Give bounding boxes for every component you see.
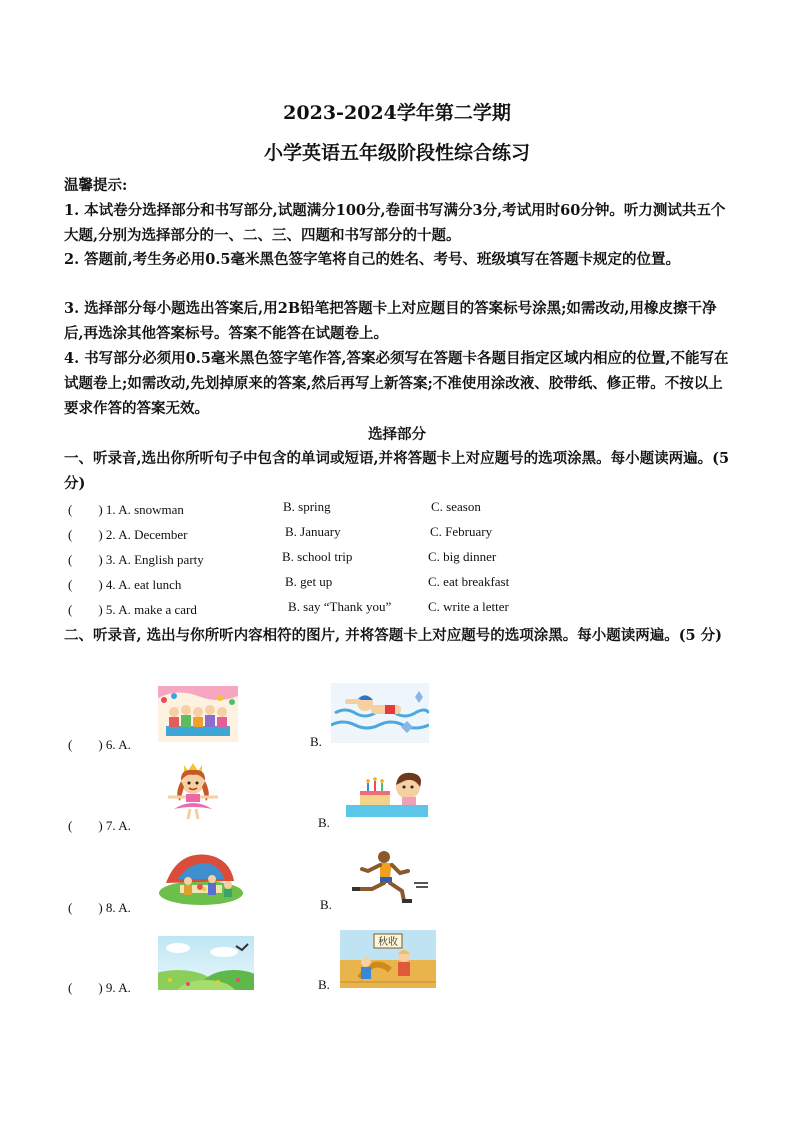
exam-title-year: 2023-2024学年第二学期 [283, 102, 511, 124]
picture-6a-class-party [158, 686, 238, 742]
question-8-label: ( ) 8. A. [68, 900, 131, 915]
question-6-option-b: B. [310, 734, 322, 749]
section-title: 选择部分 [368, 426, 426, 443]
question-option-a: ( ) 1. A. snowman [68, 502, 184, 517]
question-option-c: C. season [431, 499, 481, 514]
tip-item-1: 1. 本试卷分选择部分和书写部分,试题满分100分,卷面书写满分3分,考试用时60分钟。听力测试共五个大题,分别为选择部分的一、二、三、四题和书写部分的十题。 [64, 202, 726, 244]
question-option-b: B. school trip [282, 549, 353, 564]
picture-6b-swimming [331, 683, 429, 743]
question-option-b: B. say “Thank you” [288, 599, 392, 614]
question-option-a: ( ) 4. A. eat lunch [68, 577, 182, 592]
question-option-c: C. write a letter [428, 599, 509, 614]
harvest-sign-text: 秋收 [378, 937, 398, 948]
tip-item-2: 2. 答题前,考生务必用0.5毫米黑色签字笔将自己的姓名、考号、班级填写在答题卡规定的位置。 [64, 251, 680, 268]
question-9-label: ( ) 9. A. [68, 980, 131, 995]
question-row [68, 599, 728, 624]
picture-9b-autumn-harvest [340, 930, 436, 988]
tip-item-4: 4. 书写部分必须用0.5毫米黑色签字笔作答,答案必须写在答题卡各题目指定区域内相应的位置,不能写在试题卷上;如需改动,先划掉原来的答案,然后再写上新答案;不准使用涂改液、胶带纸、修正带。不按以上要求作答的答案无效。 [64, 350, 729, 417]
part2-instruction: 二、听录音, 选出与你所听内容相符的图片, 并将答题卡上对应题号的选项涂黑。每小题读两遍。(5 分) [64, 627, 723, 644]
exam-title-name: 小学英语五年级阶段性综合练习 [263, 142, 530, 164]
picture-8b-running-man [344, 849, 430, 905]
question-9-option-b: B. [318, 977, 330, 992]
question-option-c: C. eat breakfast [428, 574, 510, 589]
question-option-c: C. February [430, 524, 493, 539]
picture-7a-dancing-girl [160, 761, 226, 821]
picture-8a-picnic [158, 849, 244, 905]
question-row [68, 499, 728, 524]
question-7-label: ( ) 7. A. [68, 818, 131, 833]
tips-heading: 温馨提示: [64, 177, 128, 194]
question-option-b: B. get up [285, 574, 333, 589]
part1-instruction: 一、听录音,选出你所听句子中包含的单词或短语,并将答题卡上对应题号的选项涂黑。每小题读两遍。(5分) [64, 450, 730, 492]
question-option-b: B. January [285, 524, 341, 539]
picture-9a-spring-scene [158, 936, 254, 990]
question-7-option-b: B. [318, 815, 330, 830]
question-option-c: C. big dinner [428, 549, 497, 564]
question-row [68, 524, 728, 549]
question-row [68, 549, 728, 574]
picture-7b-birthday-cake [342, 767, 432, 821]
question-8-option-b: B. [320, 897, 332, 912]
question-option-a: ( ) 5. A. make a card [68, 602, 197, 617]
tip-item-3: 3. 选择部分每小题选出答案后,用2B铅笔把答题卡上对应题目的答案标号涂黑;如需改动,用橡皮擦干净后,再选涂其他答案标号。答案不能答在试题卷上。 [64, 300, 717, 342]
question-row [68, 574, 728, 599]
question-option-a: ( ) 3. A. English party [68, 552, 204, 567]
question-option-a: ( ) 2. A. December [68, 527, 188, 542]
question-option-b: B. spring [283, 499, 331, 514]
question-6-label: ( ) 6. A. [68, 737, 131, 752]
